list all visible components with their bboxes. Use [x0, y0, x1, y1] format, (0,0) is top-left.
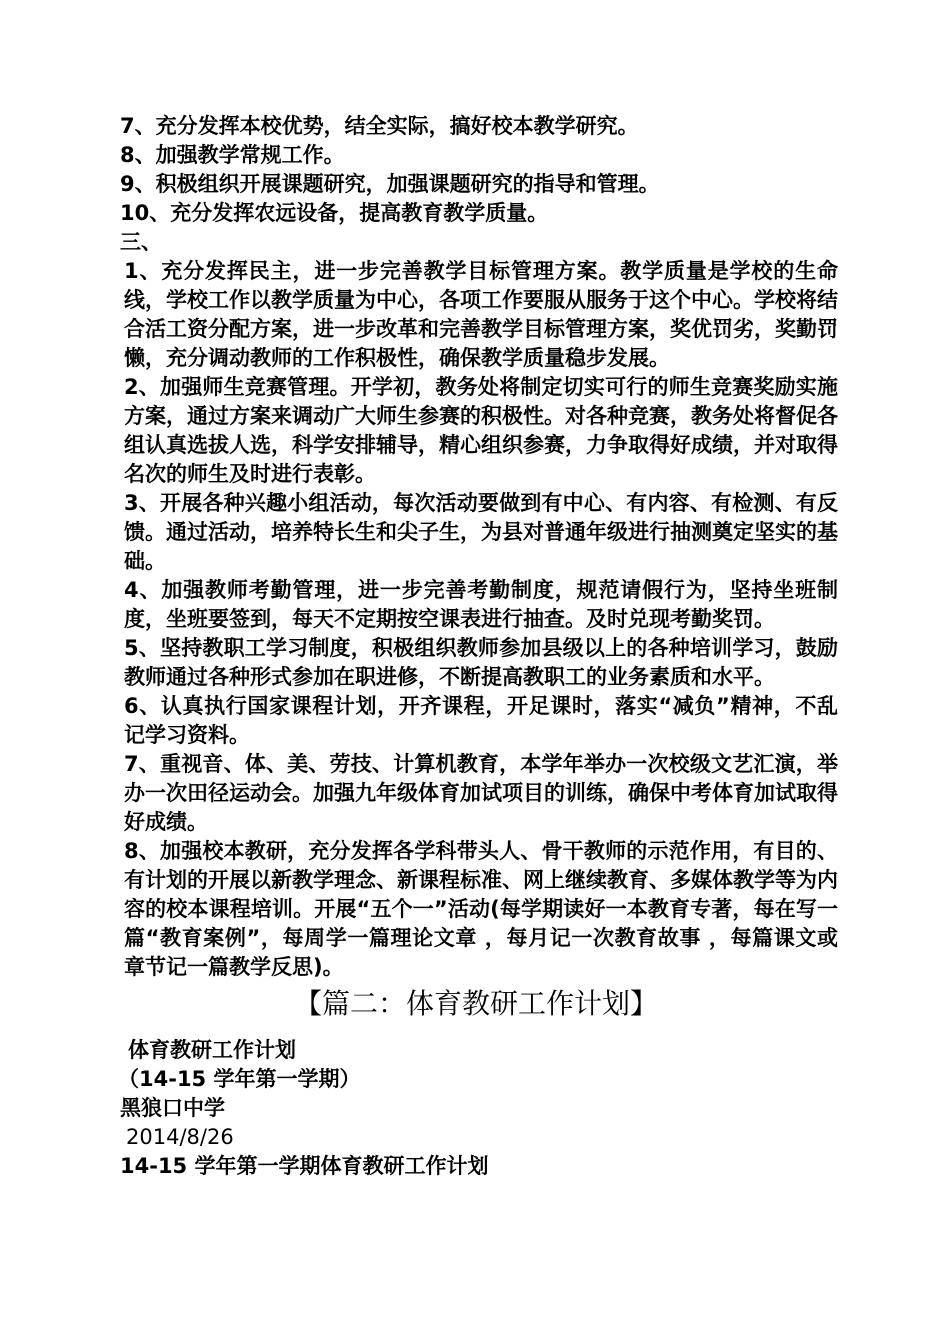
work-item: 8、加强教学常规工作。 [120, 143, 345, 167]
plan-subtitle: 14-15 学年第一学期体育教研工作计划 [120, 1154, 489, 1178]
measure-paragraph: 3、开展各种兴趣小组活动，每次活动要做到有中心、有内容、有检测、有反馈。通过活动，培养特长生和尖子生，为县对普通年级进行抽测奠定坚实的基础。 [124, 491, 838, 573]
measure-paragraph: 7、重视音、体、美、劳技、计算机教育，本学年举办一次校级文艺汇演，举办一次田径运动会。加强九年级体育加试项目的训练，确保中考体育加试取得好成绩。 [124, 752, 838, 834]
document-page [114, 112, 838, 1181]
plan-title: 体育教研工作计划 [128, 1038, 296, 1062]
measures-section [114, 257, 838, 982]
plan-term: （14-15 学年第一学期） [118, 1067, 361, 1091]
measure-paragraph: 4、加强教师考勤管理，进一步完善考勤制度，规范请假行为，坚持坐班制度，坐班要签到，每天不定期按空课表进行抽查。及时兑现考勤奖罚。 [124, 578, 838, 631]
measure-paragraph: 5、坚持教职工学习制度，积极组织教师参加县级以上的各种培训学习，鼓励教师通过各种形式参加在职进修，不断提高教职工的业务素质和水平。 [124, 636, 838, 689]
plan-header [114, 1036, 838, 1181]
work-items-list [114, 112, 838, 228]
section-heading: 三、 [120, 230, 162, 254]
measure-paragraph: 2、加强师生竞赛管理。开学初，教务处将制定切实可行的师生竞赛奖励实施方案，通过方案来调动广大师生参赛的积极性。对各种竞赛，教务处将督促各组认真选拔人选，科学安排辅导，精心组织参赛，力争取得好成绩，并对取得名次的师生及时进行表彰。 [124, 375, 838, 486]
work-item: 10、充分发挥农远设备，提高教育教学质量。 [120, 201, 549, 225]
work-item: 7、充分发挥本校优势，结全实际，搞好校本教学研究。 [120, 114, 639, 138]
work-item: 9、积极组织开展课题研究，加强课题研究的指导和管理。 [120, 172, 660, 196]
measure-paragraph: 8、加强校本教研，充分发挥各学科带头人、骨干教师的示范作用，有目的、有计划的开展以新教学理念、新课程标准、网上继续教育、多媒体教学等为内容的校本课程培训。开展“五个一”活动(每学期读好一本教育专著，每在写一篇“教育案例”，每周学一篇理论文章 ，每月记一次教育故事 ，每篇课文或章节记一篇教学反思)。 [124, 839, 838, 979]
chapter-title: 【篇二：体育教研工作计划】 [293, 987, 658, 1020]
measure-paragraph: 1、充分发挥民主，进一步完善教学目标管理方案。教学质量是学校的生命 线，学校工作以教学质量为中心，各项工作要服从服务于这个中心。学校将结合活工资分配方案，进一步改革和完善教学目标管理方案，奖优罚劣，奖勤罚懒，充分调动教师的工作积极性，确保教学质量稳步发展。 [124, 259, 838, 370]
school-name: 黑狼口中学 [120, 1096, 225, 1120]
measure-paragraph: 6、认真执行国家课程计划，开齐课程，开足课时，落实“减负”精神，不乱记学习资料。 [124, 694, 838, 747]
plan-date: 2014/8/26 [126, 1125, 234, 1149]
